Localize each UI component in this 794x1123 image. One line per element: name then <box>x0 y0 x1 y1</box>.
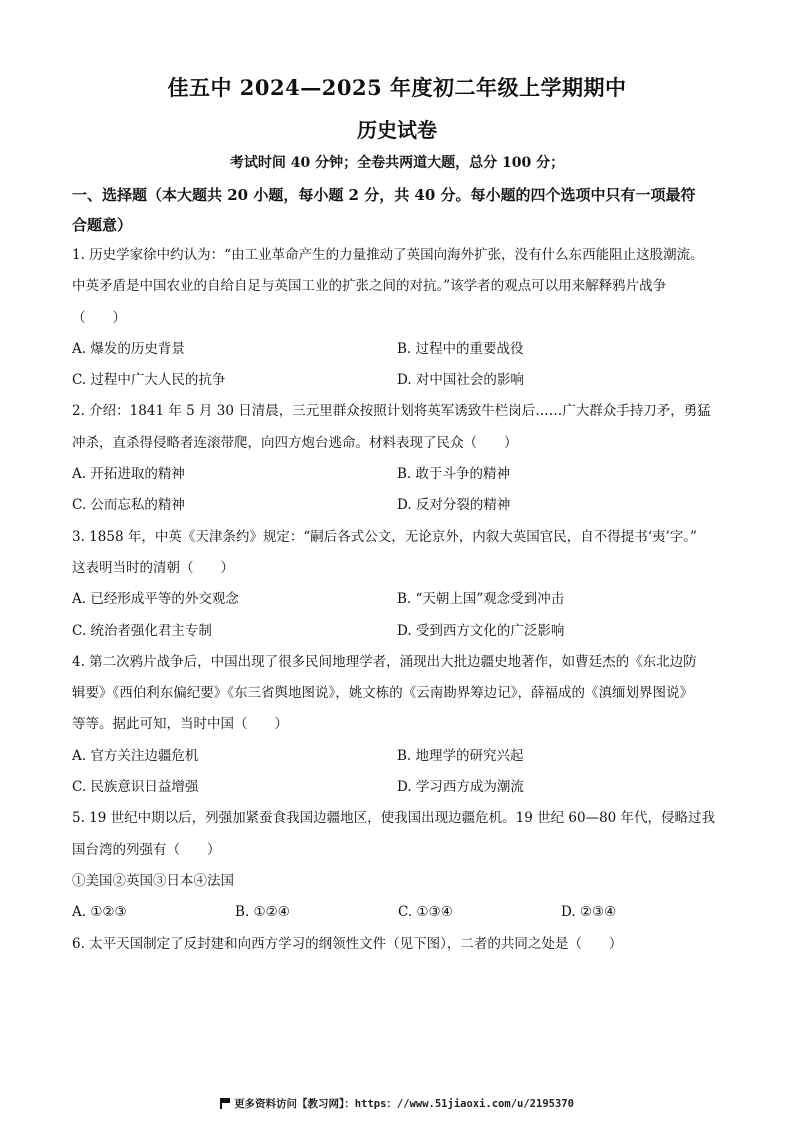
question-stem-line: 2. 介绍：1841 年 5 月 30 日清晨，三元里群众按照计划将英军诱致牛栏岗后……广大群众手持刀矛，勇猛 <box>72 403 711 420</box>
option-d[interactable]: D. 对中国社会的影响 <box>397 372 524 389</box>
option-d[interactable]: D. 受到西方文化的广泛影响 <box>397 622 565 639</box>
question-stem-line: 辑要》《西伯利东偏纪要》《东三省舆地图说》，姚文栋的《云南勘界筹边记》，薛福成的《滇缅划界图说》 <box>72 685 693 702</box>
option-a[interactable]: A. 已经形成平等的外交观念 <box>72 591 239 608</box>
options-row <box>72 365 732 396</box>
question-stem-line: 3. 1858 年，中英《天津条约》规定：“嗣后各式公文，无论京外，内叙大英国官民，自不得提书‘夷’字。” <box>72 528 697 545</box>
option-d[interactable]: D. 反对分裂的精神 <box>397 497 511 514</box>
option-a[interactable]: A. 官方关注边疆危机 <box>72 747 199 764</box>
question-stem-line: 这表明当时的清朝（ ） <box>72 559 234 576</box>
option-c[interactable]: C. 统治者强化君主专制 <box>72 622 212 639</box>
question-3 <box>72 522 732 647</box>
question-2 <box>72 396 732 521</box>
footer <box>0 1096 794 1111</box>
question-stem-line: 4. 第二次鸦片战争后，中国出现了很多民间地理学者，涌现出大批边疆史地著作，如曹廷杰的《东北边防 <box>72 653 697 670</box>
question-stem-line: 等等。据此可知，当时中国（ ） <box>72 716 288 733</box>
option-d[interactable]: D. 学习西方成为潮流 <box>397 779 524 796</box>
question-1 <box>72 240 732 396</box>
option-c[interactable]: C. 公而忘私的精神 <box>72 497 185 514</box>
question-list <box>72 240 732 960</box>
options-row <box>72 616 732 647</box>
option-b[interactable]: B. 过程中的重要战役 <box>397 340 524 357</box>
option-c[interactable]: C. 过程中广大人民的抗争 <box>72 372 226 389</box>
option-b[interactable]: B. 敢于斗争的精神 <box>397 466 511 483</box>
question-stem-line: 国台湾的列强有（ ） <box>72 841 221 858</box>
options-row <box>72 490 732 521</box>
exam-info: 考试时间 40 分钟；全卷共两道大题，总分 100 分； <box>229 155 565 171</box>
question-stem-line: 6. 太平天国制定了反封建和向西方学习的纲领性文件（见下图），二者的共同之处是（ ） <box>72 935 623 952</box>
section-heading-line-1: 一、选择题（本大题共 20 小题，每小题 2 分，共 40 分。每小题的四个选项中只有一项最符 <box>72 186 696 204</box>
answer-blank: （ ） <box>72 309 126 326</box>
question-items: ①美国②英国③日本④法国 <box>72 872 234 889</box>
exam-subject: 历史试卷 <box>357 118 437 142</box>
options-row <box>72 741 732 772</box>
option-a[interactable]: A. 爆发的历史背景 <box>72 340 185 357</box>
flag-icon <box>220 1098 230 1108</box>
question-stem-line: 中英矛盾是中国农业的自给自足与英国工业的扩张之间的对抗。”该学者的观点可以用来解释鸦片战争 <box>72 278 667 295</box>
question-stem-line: 冲杀，直杀得侵略者连滚带爬，向四方炮台逃命。材料表现了民众（ ） <box>72 434 518 451</box>
section-heading-line-2: 合题意） <box>72 216 133 234</box>
option-b[interactable]: B. 地理学的研究兴起 <box>397 747 524 764</box>
option-a[interactable]: A. ①②③ <box>72 904 127 921</box>
question-4 <box>72 647 732 803</box>
option-c[interactable]: C. ①③④ <box>398 904 453 921</box>
options-row <box>72 584 732 615</box>
options-row <box>72 459 732 490</box>
option-b[interactable]: B. ①②④ <box>235 904 290 921</box>
option-d[interactable]: D. ②③④ <box>561 904 617 921</box>
question-5 <box>72 803 732 928</box>
option-a[interactable]: A. 开拓进取的精神 <box>72 466 185 483</box>
option-b[interactable]: B. “天朝上国”观念受到冲击 <box>397 591 565 608</box>
question-stem-line: 5. 19 世纪中期以后，列强加紧蚕食我国边疆地区，使我国出现边疆危机。19 世纪 60—80 年代，侵略过我 <box>72 810 716 827</box>
section-heading <box>72 180 732 240</box>
question-stem-line: 1. 历史学家徐中约认为：“由工业革命产生的力量推动了英国向海外扩张，没有什么东西能阻止这股潮流。 <box>72 247 704 263</box>
question-6 <box>72 929 732 960</box>
exam-title: 佳五中 2024—2025 年度初二年级上学期期中 <box>167 75 627 100</box>
footer-link[interactable]: 更多资料访问【教习网】：https：//www.51jiaoxi.com/u/2195370 <box>234 1098 574 1110</box>
option-c[interactable]: C. 民族意识日益增强 <box>72 779 199 796</box>
options-row <box>72 772 732 803</box>
options-row <box>72 897 732 928</box>
options-row <box>72 334 732 365</box>
